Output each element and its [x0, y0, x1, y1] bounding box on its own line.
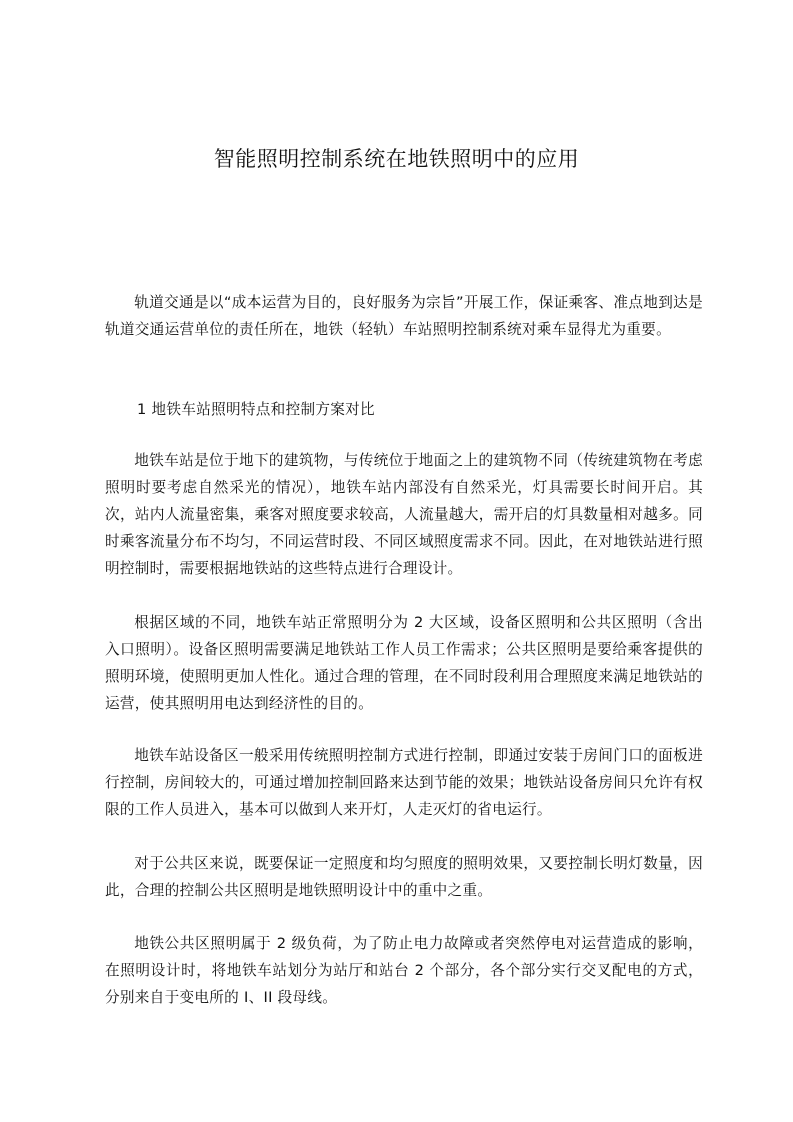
- page-title: 智能照明控制系统在地铁照明中的应用: [213, 147, 580, 171]
- paragraph-station-features: 地铁车站是位于地下的建筑物，与传统位于地面之上的建筑物不同（传统建筑物在考虑照明时要考虑自然采光的情况），地铁车站内部没有自然采光，灯具需要长时间开启。其次，站内人流量密集，乘客对照度要求较高，人流量越大，需开启的灯具数量相对越多。同时乘客流量分布不均匀，不同运营时段、不同区域照度需求不同。因此，在对地铁站进行照明控制时，需要根据地铁站的这些特点进行合理设计。: [105, 452, 703, 577]
- paragraph-equipment-area: 地铁车站设备区一般采用传统照明控制方式进行控制，即通过安装于房间门口的面板进行控制，房间较大的，可通过增加控制回路来达到节能的效果；地铁站设备房间只允许有权限的工作人员进入，基本可以做到人来开灯，人走灭灯的省电运行。: [105, 747, 703, 818]
- paragraph-intro: 轨道交通是以“成本运营为目的，良好服务为宗旨”开展工作，保证乘客、准点地到达是轨道交通运营单位的责任所在，地铁（轻轨）车站照明控制系统对乘车显得尤为重要。: [105, 294, 703, 338]
- paragraph-power-load: 地铁公共区照明属于 2 级负荷，为了防止电力故障或者突然停电对运营造成的影响，在照明设计时，将地铁车站划分为站厅和站台 2 个部分，各个部分实行交叉配电的方式，分别来自于变电所的 I、II 段母线。: [105, 935, 703, 1006]
- paragraph-public-area: 对于公共区来说，既要保证一定照度和均匀照度的照明效果，又要控制长明灯数量，因此，合理的控制公共区照明是地铁照明设计中的重中之重。: [105, 855, 703, 899]
- section-heading: 1 地铁车站照明特点和控制方案对比: [137, 401, 375, 418]
- paragraph-lighting-areas: 根据区域的不同，地铁车站正常照明分为 2 大区域，设备区照明和公共区照明（含出入口照明）。设备区照明需要满足地铁站工作人员工作需求；公共区照明是要给乘客提供的照明环境，使照明更加人性化。通过合理的管理，在不同时段利用合理照度来满足地铁站的运营，使其照明用电达到经济性的目的。: [105, 614, 703, 712]
